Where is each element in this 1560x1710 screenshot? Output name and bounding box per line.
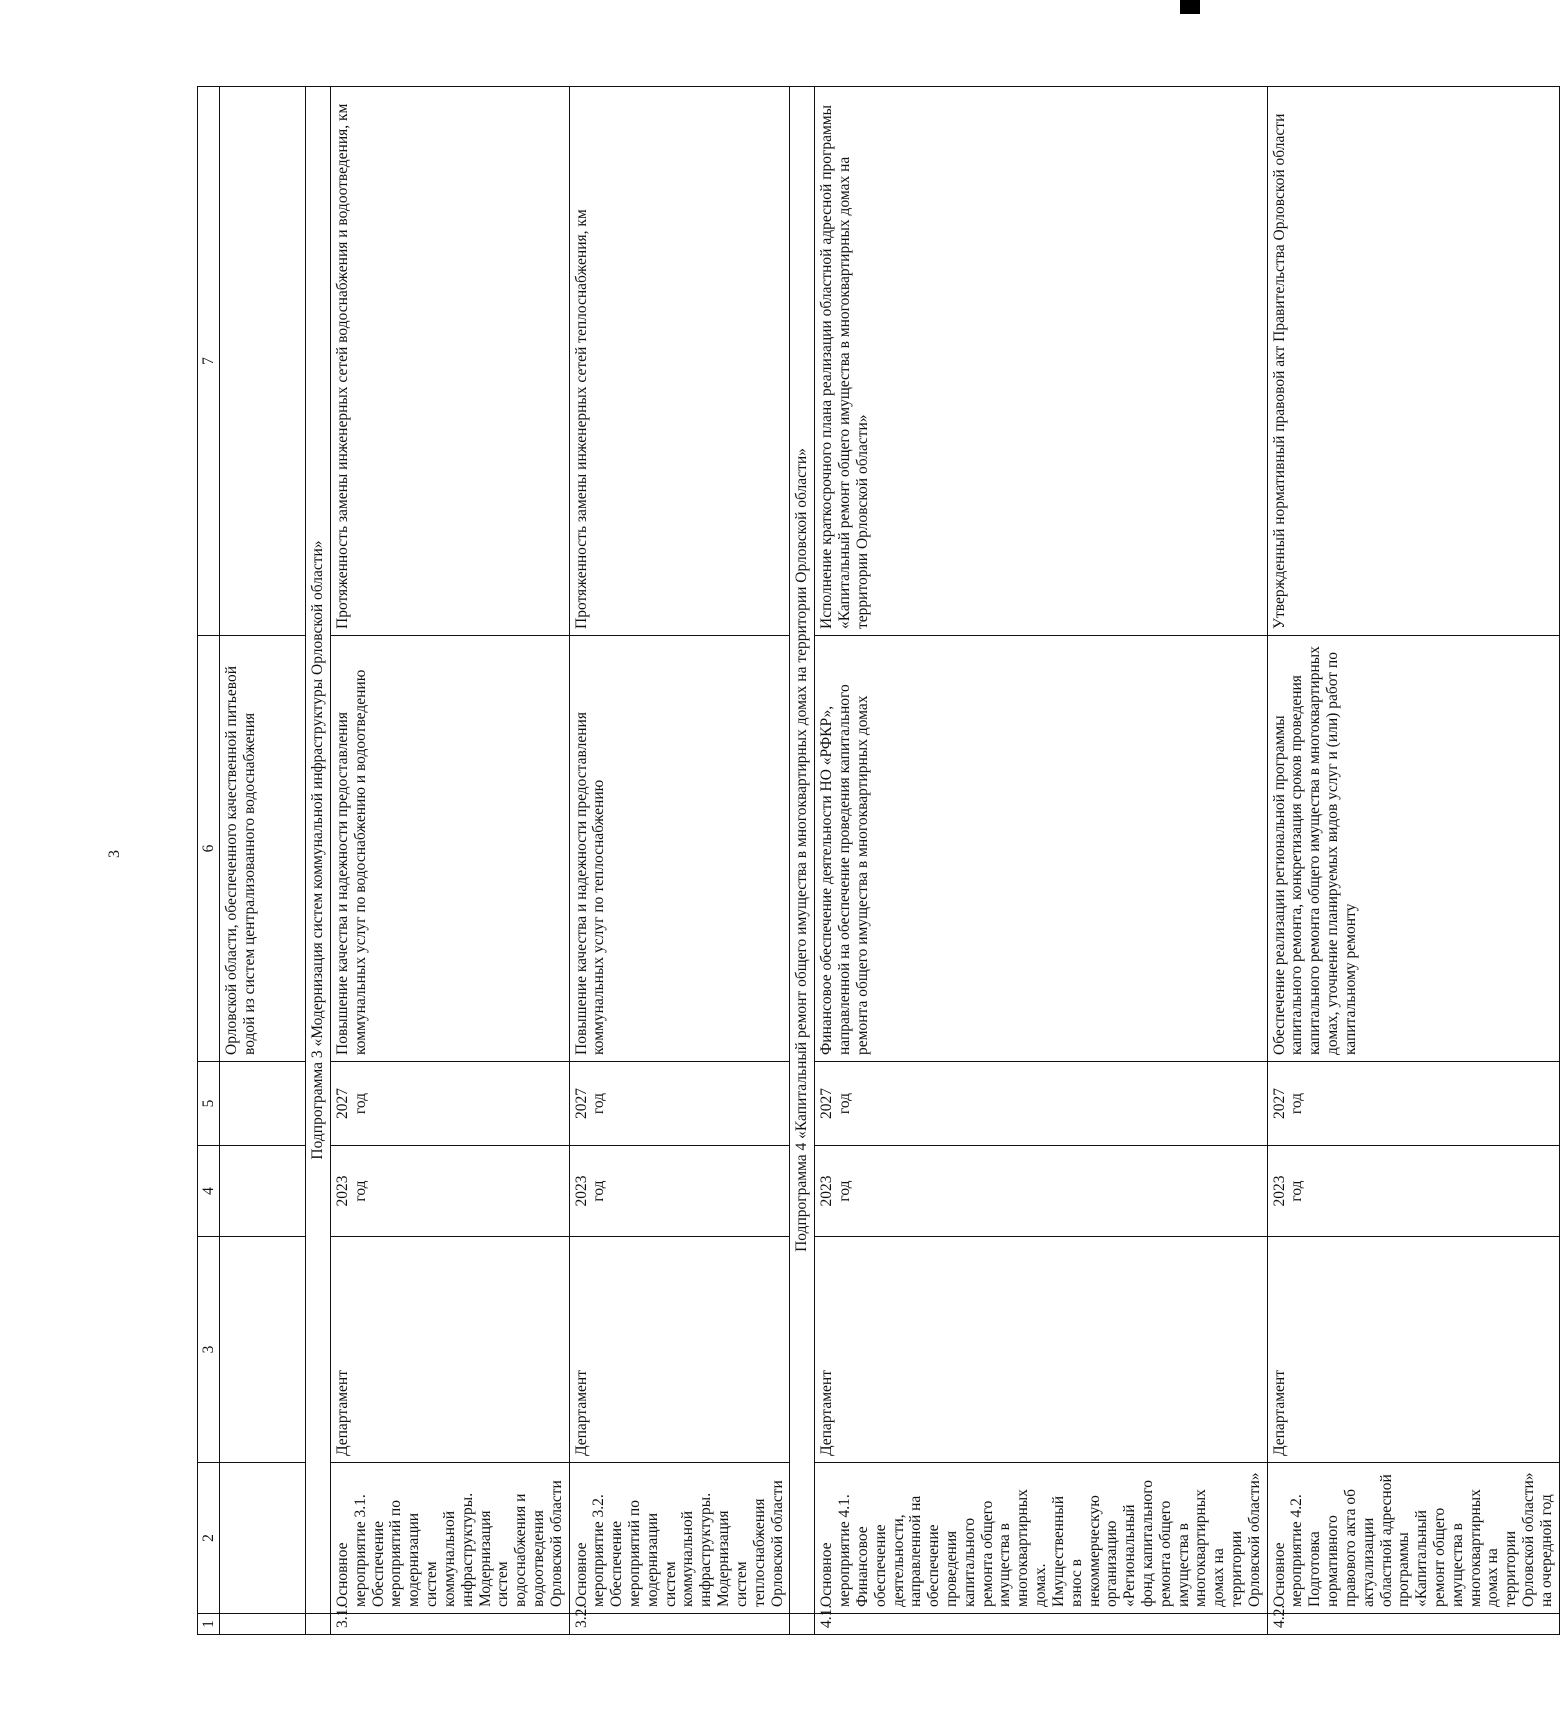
table-row <box>1267 87 1559 1635</box>
result-cell: Обеспечение реализации региональной программы капитального ремонта, конкретизация сроков проведения капитального ремонта общего имущества в многоквартирных домах, уточнение планируемых видов услуг и (или) работ по капитальному ремонту <box>1267 636 1559 1062</box>
continuation-row <box>220 87 306 1635</box>
column-number: 5 <box>198 1062 220 1146</box>
start-cell: 2023 год <box>815 1146 1267 1237</box>
end-cell: 2027 год <box>331 1062 570 1146</box>
indicator-cell: Исполнение краткосрочного плана реализации областной адресной программы «Капитальный ремонт общего имущества в многоквартирных домах на территории Орловской области» <box>815 87 1267 636</box>
table-row <box>569 87 790 1635</box>
column-number-row <box>198 87 220 1635</box>
measure-cell: Основное мероприятие 4.2. Подготовка нормативного правового акта об актуализации областной адресной программы «Капитальный ремонт общего имущества в многоквартирных домах на территории Орловской области» на очередной год <box>1267 1463 1559 1614</box>
executor-cell: Департамент <box>1267 1237 1559 1463</box>
indicator-cell: Утвержденный нормативный правовой акт Правительства Орловской области <box>1267 87 1559 636</box>
measures-table-sheet <box>197 87 1555 1635</box>
indicator-cell: Протяженность замены инженерных сетей теплоснабжения, км <box>569 87 790 636</box>
measure-cell: Основное мероприятие 3.2. Обеспечение мероприятий по модернизации систем коммунальной инфраструктуры. Модернизация систем теплоснабжения Орловской области <box>569 1463 790 1614</box>
column-number: 7 <box>198 87 220 636</box>
subprogram-4-title: Подпрограмма 4 «Капитальный ремонт общего имущества в многоквартирных домах на территории Орловской области» <box>790 87 815 1614</box>
indicator-cell: Протяженность замены инженерных сетей водоснабжения и водоотведения, км <box>331 87 570 636</box>
subprogram-3-row <box>306 87 331 1635</box>
start-cell: 2023 год <box>331 1146 570 1237</box>
executor-cell: Департамент <box>569 1237 790 1463</box>
row-number: 4.1. <box>815 1614 1267 1635</box>
end-cell: 2027 год <box>1267 1062 1559 1146</box>
start-cell: 2023 год <box>569 1146 790 1237</box>
column-number: 4 <box>198 1146 220 1237</box>
table-row <box>331 87 570 1635</box>
row-number: 3.2. <box>569 1614 790 1635</box>
subprogram-4-row <box>790 87 815 1635</box>
column-number: 1 <box>198 1614 220 1635</box>
column-number: 2 <box>198 1463 220 1614</box>
measure-cell: Основное мероприятие 3.1. Обеспечение мероприятий по модернизации систем коммунальной инфраструктуры. Модернизация систем водоснабжения и водоотведения Орловской области <box>331 1463 570 1614</box>
page-number: 3 <box>106 850 123 858</box>
result-cell: Финансовое обеспечение деятельности НО «РФКР», направленной на обеспечение проведения капитального ремонта общего имущества в многоквартирных домах <box>815 636 1267 1062</box>
row-number: 4.2. <box>1267 1614 1559 1635</box>
end-cell: 2027 год <box>815 1062 1267 1146</box>
result-cell: Повышение качества и надежности предоставления коммунальных услуг по водоснабжению и водоотведению <box>331 636 570 1062</box>
subprogram-3-title: Подпрограмма 3 «Модернизация систем коммунальной инфраструктуры Орловской области» <box>306 87 331 1614</box>
start-cell: 2023 год <box>1267 1146 1559 1237</box>
executor-cell: Департамент <box>331 1237 570 1463</box>
executor-cell: Департамент <box>815 1237 1267 1463</box>
column-number: 6 <box>198 636 220 1062</box>
measures-table <box>197 86 1560 1635</box>
table-row <box>815 87 1267 1635</box>
result-cell: Повышение качества и надежности предоставления коммунальных услуг по теплоснабжению <box>569 636 790 1062</box>
row-number: 3.1. <box>331 1614 570 1635</box>
column-number: 3 <box>198 1237 220 1463</box>
measure-cell: Основное мероприятие 4.1. Финансовое обеспечение деятельности, направленной на обеспечение проведения капитального ремонта общего имущества в многоквартирных домах. Имущественный взнос в некоммерческую организацию «Региональный фонд капитального ремонта общего имущества в многоквартирных домах на территории Орловской области» <box>815 1463 1267 1614</box>
continuation-result-cell: Орловской области, обеспеченного качественной питьевой водой из систем централизованного водоснабжения <box>220 636 306 1062</box>
end-cell: 2027 год <box>569 1062 790 1146</box>
scan-corner-mark <box>1180 0 1200 14</box>
